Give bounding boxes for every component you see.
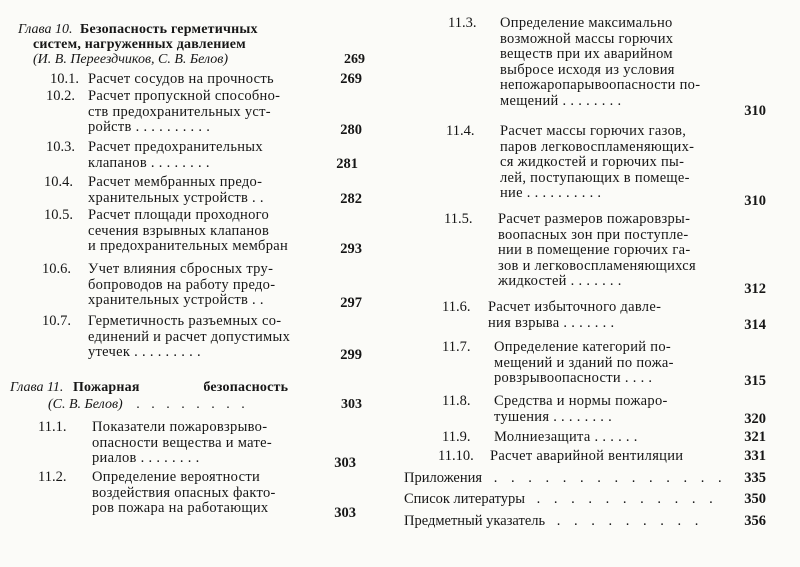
toc-entry-11-9: [442, 430, 766, 446]
entry-page: 331: [744, 448, 766, 464]
tail-leader: . . . . . . . . . . . . . .: [493, 470, 727, 486]
toc-entry-11-1: [38, 419, 362, 471]
entry-page: 312: [744, 281, 766, 297]
entry-page: 310: [744, 103, 766, 119]
entry-page: 269: [340, 71, 362, 87]
toc-entry-11-6: [442, 300, 766, 334]
entry-number: 10.6.: [42, 261, 71, 277]
entry-page: 303: [334, 455, 356, 471]
toc-entry-10-7: [42, 314, 362, 362]
entry-title: Расчет размеров пожаровзры- воопасных зон при поступле- нии в помещение горючих га- зов и легковоспламеняющихся жидкостей . . . . . . .: [498, 211, 696, 289]
toc-entry-10-4: [44, 175, 362, 207]
entry-page: 281: [336, 156, 358, 172]
entry-number: 10.4.: [44, 174, 73, 190]
toc-appendix: [404, 470, 766, 487]
entry-title: Герметичность разъемных со- единений и расчет допустимых утечек . . . . . . . . .: [88, 313, 291, 360]
chapter-11-label: Глава 11.: [10, 380, 64, 395]
entry-page: 293: [340, 241, 362, 257]
chapter-10-heading: [18, 22, 363, 67]
chapter-10-page: 269: [344, 52, 365, 67]
chapter-10-title-line1: Безопасность герметичных: [79, 22, 258, 37]
entry-page: 314: [744, 317, 766, 333]
toc-entry-11-8: [442, 394, 766, 426]
entry-page: 282: [340, 191, 362, 207]
chapter-11-authors: (С. В. Белов): [48, 397, 123, 412]
chapter-10-title-line2: систем, нагруженных давлением: [33, 37, 246, 52]
entry-title: Расчет массы горючих газов, паров легковоспламеняющих- ся жидкостей и горючих пы- лей, поступающих в помеще- ние . . . . . . . . . .: [500, 123, 695, 201]
entry-title: Расчет аварийной вентиляции: [490, 448, 684, 464]
entry-page: 321: [744, 429, 766, 445]
toc-entry-11-7: [442, 340, 766, 388]
entry-number: 11.7.: [442, 339, 471, 355]
tail-title: Приложения: [404, 470, 483, 486]
toc-entry-10-6: [42, 262, 362, 310]
entry-title: Расчет пропускной способно- ств предохранительных уст- ройств . . . . . . . . . .: [88, 88, 281, 135]
toc-entry-11-2: [38, 469, 362, 521]
entry-page: 280: [340, 122, 362, 138]
entry-title: Средства и нормы пожаро- тушения . . . . . . . .: [494, 393, 668, 425]
entry-number: 11.1.: [38, 419, 67, 435]
toc-bibliography: [404, 491, 766, 508]
tail-page: 350: [744, 491, 766, 507]
entry-title: Расчет площади проходного сечения взрывных клапанов и предохранительных мембран: [88, 207, 289, 254]
entry-number: 10.2.: [46, 88, 75, 104]
chapter-10-authors: (И. В. Переездчиков, С. В. Белов): [33, 52, 229, 67]
entry-page: 310: [744, 193, 766, 209]
chapter-11-leader: . . . . . . . .: [136, 397, 249, 412]
entry-title: Расчет мембранных предо- хранительных устройств . .: [88, 174, 264, 206]
toc-entry-10-3: [46, 140, 362, 172]
toc-entry-11-5: [444, 212, 766, 296]
entry-title: Показатели пожаровзрыво- опасности вещества и мате- риалов . . . . . . . .: [92, 419, 272, 466]
toc-subject-index: [404, 513, 766, 530]
tail-page: 356: [744, 513, 766, 529]
entry-number: 10.1.: [50, 71, 79, 87]
entry-page: 303: [334, 505, 356, 521]
chapter-11-title: Пожарная безопасность: [72, 380, 289, 395]
tail-page: 335: [744, 470, 766, 486]
entry-title: Молниезащита . . . . . .: [494, 429, 638, 445]
entry-title: Определение максимально возможной массы горючих веществ при их аварийном выбросе исходя из условия непожаропарывоопасности по- мещений . . . . . . . .: [500, 15, 701, 109]
entry-number: 11.9.: [442, 429, 471, 445]
entry-number: 10.3.: [46, 139, 75, 155]
chapter-11-heading: [10, 380, 362, 412]
entry-number: 11.10.: [438, 448, 474, 464]
entry-page: 299: [340, 347, 362, 363]
toc-entry-11-4: [446, 123, 766, 209]
tail-title: Список литературы: [404, 491, 526, 507]
toc-entry-11-3: [448, 15, 766, 119]
toc-entry-10-2: [46, 89, 362, 137]
entry-number: 10.5.: [44, 207, 73, 223]
tail-leader: . . . . . . . . .: [556, 513, 704, 529]
entry-number: 11.3.: [448, 15, 477, 31]
entry-page: 320: [744, 411, 766, 427]
chapter-10-label: Глава 10.: [18, 22, 73, 37]
chapter-11-page: 303: [341, 397, 362, 412]
toc-entry-10-1: [50, 72, 362, 88]
tail-title: Предметный указатель: [404, 513, 546, 529]
tail-leader: . . . . . . . . . . .: [536, 491, 718, 507]
entry-number: 11.4.: [446, 123, 475, 139]
entry-number: 11.8.: [442, 393, 471, 409]
entry-title: Расчет сосудов на прочность: [88, 71, 274, 87]
entry-title: Расчет предохранительных клапанов . . . . . . . .: [88, 139, 263, 171]
entry-title: Учет влияния сбросных тру- бопроводов на работу предо- хранительных устройств . .: [88, 261, 276, 308]
entry-page: 315: [744, 373, 766, 389]
entry-number: 11.6.: [442, 299, 471, 315]
entry-title: Определение вероятности воздействия опасных факто- ров пожара на работающих: [92, 469, 276, 516]
entry-number: 10.7.: [42, 313, 71, 329]
toc-entry-11-10: [438, 449, 766, 465]
entry-title: Расчет избыточного давле- ния взрыва . . . . . . .: [488, 299, 662, 331]
toc-entry-10-5: [44, 208, 362, 256]
entry-number: 11.2.: [38, 469, 67, 485]
entry-number: 11.5.: [444, 211, 473, 227]
entry-title: Определение категорий по- мещений и зданий по пожа- ровзрывоопасности . . . .: [494, 339, 674, 386]
entry-page: 297: [340, 295, 362, 311]
